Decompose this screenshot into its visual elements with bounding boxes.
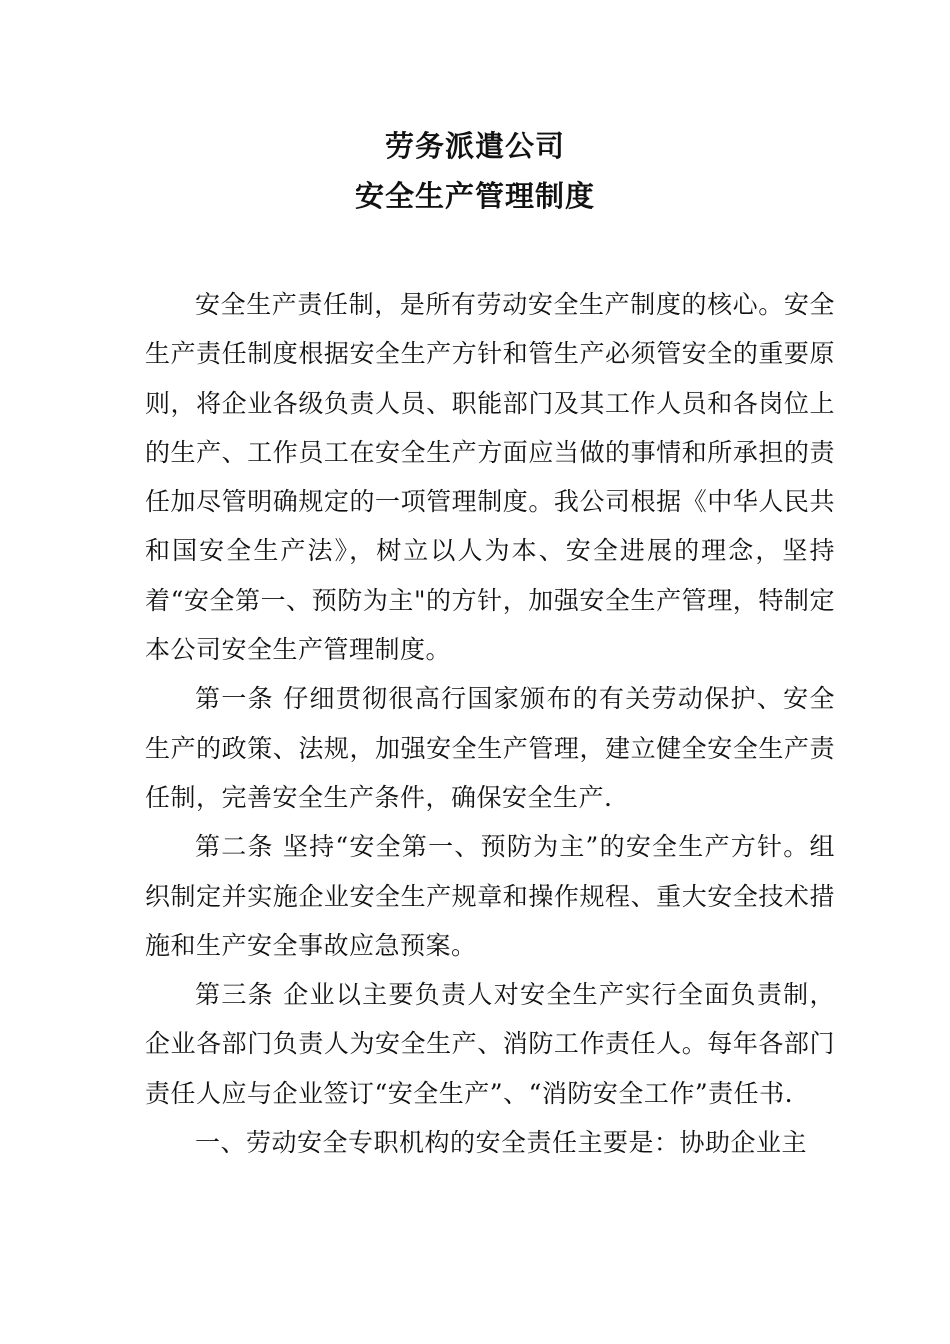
paragraph-article-1: 第一条 仔细贯彻很高行国家颁布的有关劳动保护、安全生产的政策、法规，加强安全生产管理，建立健全安全生产责任制，完善安全生产条件，确保安全生产. [145,684,835,812]
paragraph-article-3: 第三条 企业以主要负责人对安全生产实行全面负责制，企业各部门负责人为安全生产、消防工作责任人。每年各部门责任人应与企业签订“安全生产”、“消防安全工作”责任书. [145,980,835,1108]
document-body [145,280,835,1167]
document-title-line2: 安全生产管理制度 [354,179,595,213]
paragraph-item-1: 一、劳动安全专职机构的安全责任主要是：协助企业主 [195,1128,808,1158]
paragraph-article-2: 第二条 坚持“安全第一、预防为主”的安全生产方针。组织制定并实施企业安全生产规章和操作规程、重大安全技术措施和生产安全事故应急预案。 [145,832,835,960]
document-title-line1: 劳务派遣公司 [384,129,565,163]
paragraph-intro: 安全生产责任制，是所有劳动安全生产制度的核心。安全生产责任制度根据安全生产方针和管生产必须管安全的重要原则，将企业各级负责人员、职能部门及其工作人员和各岗位上的生产、工作员工在安全生产方面应当做的事情和所承担的责任加尽管明确规定的一项管理制度。我公司根据《中华人民共和国安全生产法》，树立以人为本、安全进展的理念，坚持着“安全第一、预防为主"的方针，加强安全生产管理，特制定本公司安全生产管理制度。 [145,290,835,665]
